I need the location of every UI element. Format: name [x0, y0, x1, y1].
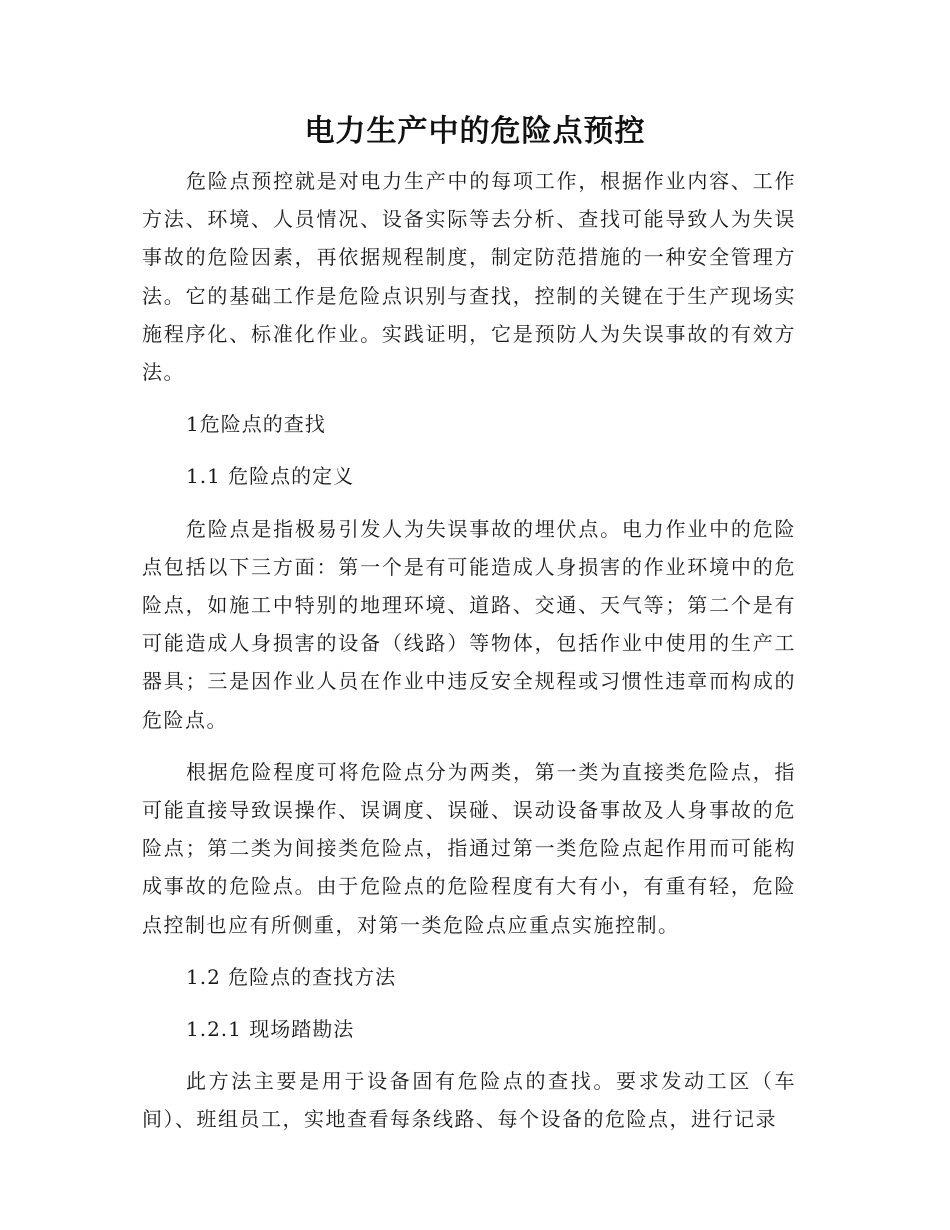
paragraph-gap — [142, 996, 796, 1010]
paragraph-gap — [142, 391, 796, 405]
paragraph-intro: 危险点预控就是对电力生产中的每项工作，根据作业内容、工作方法、环境、人员情况、设备实际等去分析、查找可能导致人为失误事故的危险因素，再依据规程制度，制定防范措施的一种安全管理方法。它的基础工作是危险点识别与查找，控制的关键在于生产现场实施程序化、标准化作业。实践证明，它是预防人为失误事故的有效方法。 — [142, 169, 796, 385]
paragraph-gap — [142, 443, 796, 457]
paragraph-gap — [142, 944, 796, 958]
section-heading-1-1: 1.1 危险点的定义 — [186, 464, 355, 489]
paragraph-gap — [142, 1048, 796, 1062]
paragraph-gap — [142, 496, 796, 510]
paragraph-survey-method: 此方法主要是用于设备固有危险点的查找。要求发动工区（车间）、班组员工，实地查看每条线路、每个设备的危险点，进行记录 — [142, 1069, 796, 1132]
paragraph-classification: 根据危险程度可将危险点分为两类，第一类为直接类危险点，指可能直接导致误操作、误调度、误碰、误动设备事故及人身事故的危险点；第二类为间接类危险点，指通过第一类危险点起作用而可能构成事故的危险点。由于危险点的危险程度有大有小，有重有轻，危险点控制也应有所侧重，对第一类危险点应重点实施控制。 — [142, 759, 796, 937]
section-heading-1: 1危险点的查找 — [186, 412, 326, 437]
document-title: 电力生产中的危险点预控 — [304, 114, 646, 149]
paragraph-gap — [142, 739, 796, 753]
paragraph-definition: 危险点是指极易引发人为失误事故的埋伏点。电力作业中的危险点包括以下三方面：第一个是有可能造成人身损害的作业环境中的危险点，如施工中特别的地理环境、道路、交通、天气等；第二个是有可能造成人身损害的设备（线路）等物体，包括作业中使用的生产工器具；三是因作业人员在作业中违反安全规程或习惯性违章而构成的危险点。 — [142, 516, 796, 732]
section-heading-1-2: 1.2 危险点的查找方法 — [186, 964, 397, 989]
section-heading-1-2-1: 1.2.1 现场踏勘法 — [186, 1017, 355, 1042]
document-body — [142, 162, 796, 1139]
